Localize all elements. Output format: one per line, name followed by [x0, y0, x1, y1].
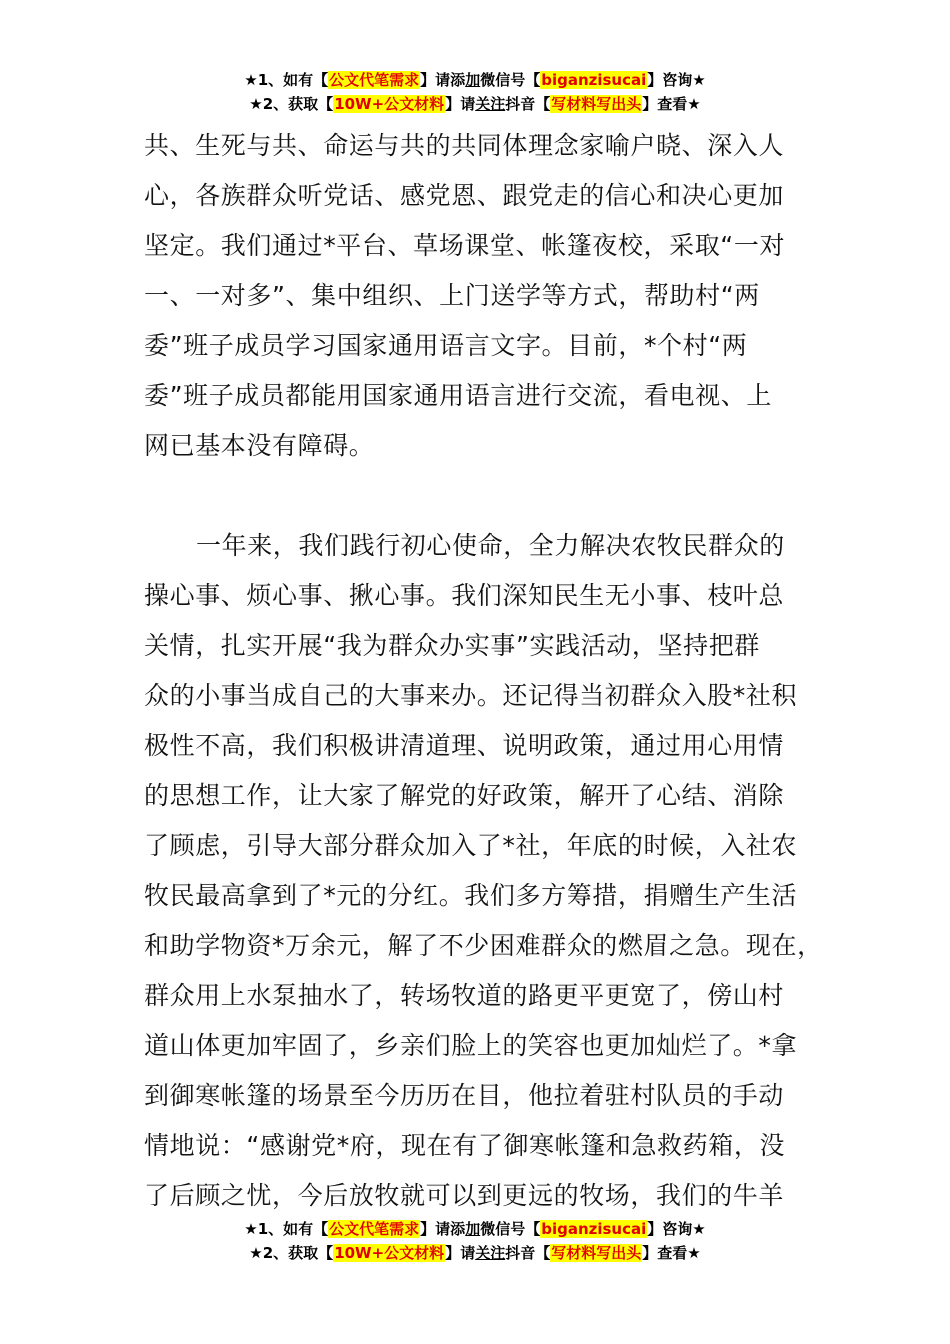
text-line: 的思想工作，让大家了解党的好政策，解开了心结、消除	[144, 781, 785, 810]
banner-text: ★2、获取【	[249, 1244, 334, 1262]
banner-text: ★2、获取【	[249, 95, 334, 113]
banner-text: 抖音【	[505, 1244, 551, 1262]
text-line: 委”班子成员学习国家通用语言文字。目前，*个村“两	[144, 331, 748, 360]
text-line: 众的小事当成自己的大事来办。还记得当初群众入股*社积	[144, 681, 798, 710]
text-line: 操心事、烦心事、揪心事。我们深知民生无小事、枝叶总	[144, 581, 785, 610]
banner-highlight: 10W+公文材料	[334, 1244, 445, 1262]
text-line: 情地说：“感谢党*府，现在有了御寒帐篷和急救药箱，没	[144, 1131, 786, 1160]
banner-text: 】请添	[420, 71, 466, 89]
banner-text: 】咨询★	[647, 1220, 706, 1238]
text-line: 坚定。我们通过*平台、草场课堂、帐篷夜校，采取“一对	[144, 231, 786, 260]
banner-highlight: 写材料写出头	[551, 95, 642, 113]
banner-highlight: 公文代笔需求	[329, 71, 420, 89]
paragraph-2	[144, 521, 823, 1221]
text-line: 关情，扎实开展“我为群众办实事”实践活动，坚持把群	[144, 631, 760, 660]
banner-text: 】请添	[420, 1220, 466, 1238]
banner-text: ★1、如有【	[244, 71, 329, 89]
banner-underlined-text: 关注	[475, 95, 506, 113]
banner-text: 微信号【	[480, 71, 541, 89]
banner-underlined-text: 关注	[475, 1244, 506, 1262]
banner-text: 抖音【	[505, 95, 551, 113]
text-line: 和助学物资*万余元，解了不少困难群众的燃眉之急。现在，	[144, 931, 823, 960]
banner-text: 】咨询★	[647, 71, 706, 89]
banner-text: 微信号【	[480, 1220, 541, 1238]
banner-highlight: 写材料写出头	[551, 1244, 642, 1262]
banner-highlight: 公文代笔需求	[329, 1220, 420, 1238]
banner-underlined-text: 加	[465, 71, 481, 89]
text-line: 牧民最高拿到了*元的分红。我们多方筹措，捐赠生产生活	[144, 881, 798, 910]
banner-text: 】请	[445, 95, 476, 113]
banner-text: ★1、如有【	[244, 1220, 329, 1238]
text-line: 到御寒帐篷的场景至今历历在目，他拉着驻村队员的手动	[144, 1081, 785, 1110]
text-line: 道山体更加牢固了，乡亲们脸上的笑容也更加灿烂了。*拿	[144, 1031, 798, 1060]
banner-text: 】请	[445, 1244, 476, 1262]
text-line: 心，各族群众听党话、感党恩、跟党走的信心和决心更加	[144, 181, 785, 210]
text-line: 一年来，我们践行初心使命，全力解决农牧民群众的	[196, 531, 785, 560]
text-line: 极性不高，我们积极讲清道理、说明政策，通过用心用情	[144, 731, 785, 760]
banner-text: 】查看★	[642, 1244, 701, 1262]
text-line: 了顾虑，引导大部分群众加入了*社，年底的时候，入社农	[144, 831, 798, 860]
text-line: 委”班子成员都能用国家通用语言进行交流，看电视、上	[144, 381, 772, 410]
banner-highlight: biganzisucai	[541, 71, 647, 89]
text-line: 群众用上水泵抽水了，转场牧道的路更平更宽了，傍山村	[144, 981, 785, 1010]
banner-highlight: 10W+公文材料	[334, 95, 445, 113]
text-line: 了后顾之忧，今后放牧就可以到更远的牧场，我们的牛羊	[144, 1181, 785, 1210]
header-banner	[0, 68, 950, 116]
banner-underlined-text: 加	[465, 1220, 481, 1238]
banner-line-2	[0, 92, 950, 116]
banner-text: 】查看★	[642, 95, 701, 113]
banner-line-1	[0, 68, 950, 92]
banner-line-2	[0, 1241, 950, 1265]
text-line: 共、生死与共、命运与共的共同体理念家喻户晓、深入人	[144, 131, 785, 160]
text-line: 网已基本没有障碍。	[144, 431, 375, 460]
banner-highlight: biganzisucai	[541, 1220, 647, 1238]
footer-banner	[0, 1217, 950, 1265]
text-line: 一、一对多”、集中组织、上门送学等方式，帮助村“两	[144, 281, 760, 310]
banner-line-1	[0, 1217, 950, 1241]
paragraph-1	[144, 121, 814, 471]
